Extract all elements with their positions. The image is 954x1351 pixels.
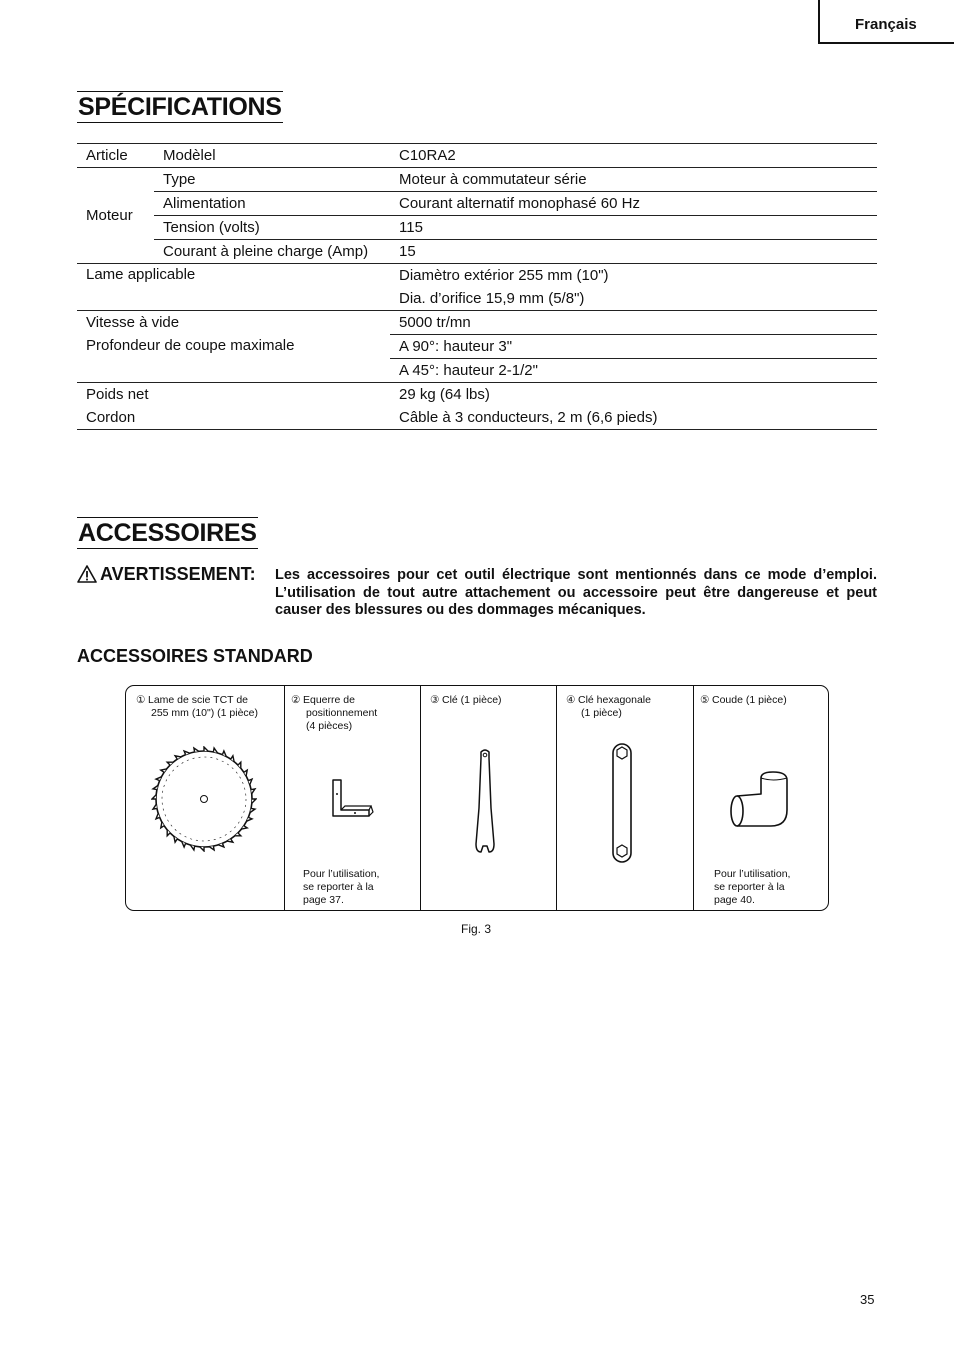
accessory-cell-elbow	[693, 686, 827, 910]
article-label: Article	[77, 144, 154, 168]
vitesse-value: 5000 tr/mn	[390, 311, 877, 335]
moteur-sub: Type	[154, 168, 390, 192]
accessory-caption: ③ Clé (1 pièce)	[430, 694, 502, 706]
table-row	[77, 383, 877, 407]
accessory-caption: ⑤ Coude (1 pièce)	[700, 694, 787, 706]
wrench-icon	[472, 748, 498, 854]
warning-text: Les accessoires pour cet outil électrique sont mentionnés dans ce mode d’emploi. L’utilisation de tout autre attachement ou accessoire peut être dangereuse et peut causer des blessures ou des dommages mécaniques.	[275, 567, 877, 618]
profondeur-label: Profondeur de coupe maximale	[77, 335, 390, 383]
saw-tooth	[204, 747, 208, 751]
moteur-value: 15	[390, 240, 877, 264]
article-sub: Modèlel	[154, 144, 390, 168]
lame-value: Diamètro extérior 255 mm (10")	[399, 267, 609, 284]
poids-label: Poids net	[86, 386, 149, 403]
elbow-icon	[727, 770, 791, 828]
table-row	[77, 168, 877, 192]
saw-tooth	[194, 748, 199, 752]
accessories-title: ACCESSOIRES	[78, 519, 257, 547]
specifications-table	[77, 143, 877, 430]
usage-note: Pour l’utilisation, se reporter à la page 37.	[303, 868, 380, 906]
saw-tooth	[209, 846, 214, 850]
table-row	[77, 335, 877, 359]
moteur-value: 115	[390, 216, 877, 240]
hex-wrench-icon	[610, 742, 634, 864]
language-label: Français	[855, 16, 917, 33]
table-row	[77, 144, 877, 168]
profondeur-value: A 45°: hauteur 2-1/2"	[390, 359, 877, 383]
moteur-label: Moteur	[77, 168, 154, 264]
saw-tooth	[153, 804, 157, 809]
figure-caption: Fig. 3	[461, 922, 492, 936]
standard-accessories-title: ACCESSOIRES STANDARD	[77, 646, 313, 666]
lame-value: Dia. d’orifice 15,9 mm (5/8")	[390, 287, 877, 311]
profondeur-value: A 90°: hauteur 3"	[390, 335, 877, 359]
saw-tooth	[251, 789, 255, 794]
accessory-caption: ④ Clé hexagonale (1 pièce)	[566, 694, 651, 719]
warning-heading	[77, 564, 256, 585]
table-row	[77, 311, 877, 335]
cordon-value: Câble à 3 conducteurs, 2 m (6,6 pieds)	[390, 406, 877, 430]
language-tab	[818, 0, 954, 44]
moteur-value: Courant alternatif monophasé 60 Hz	[390, 192, 877, 216]
accessories-figure	[125, 685, 829, 911]
accessory-cell-hex-wrench	[556, 686, 694, 910]
page-number: 35	[860, 1292, 875, 1307]
vitesse-label: Vitesse à vide	[86, 314, 180, 332]
accessory-cell-wrench	[420, 686, 557, 910]
table-row	[77, 192, 877, 216]
cordon-label: Cordon	[77, 406, 390, 430]
saw-tooth	[152, 795, 156, 799]
moteur-sub: Courant à pleine charge (Amp)	[154, 240, 390, 264]
moteur-sub: Alimentation	[154, 192, 390, 216]
accessory-caption: ① Lame de scie TCT de 255 mm (10") (1 pièce)	[136, 694, 259, 719]
table-row	[77, 216, 877, 240]
table-row	[77, 264, 877, 288]
table-row	[77, 240, 877, 264]
specifications-title: SPÉCIFICATIONS	[78, 93, 282, 121]
warning-triangle-icon	[77, 565, 97, 583]
accessory-caption: ② Equerre de positionnement (4 pièces)	[291, 694, 378, 732]
moteur-value: Moteur à commutateur série	[390, 168, 877, 192]
lame-label: Lame applicable	[77, 264, 390, 311]
article-value: C10RA2	[390, 144, 877, 168]
table-row	[77, 406, 877, 430]
poids-value: 29 kg (64 lbs)	[399, 386, 490, 403]
accessory-cell-bracket	[284, 686, 421, 910]
square-bracket-icon	[331, 778, 375, 820]
saw-tooth	[200, 847, 204, 851]
usage-note: Pour l’utilisation, se reporter à la page 40.	[714, 868, 791, 906]
warning-label: AVERTISSEMENT:	[100, 564, 256, 584]
moteur-sub: Tension (volts)	[154, 216, 390, 240]
saw-tooth	[252, 799, 256, 803]
accessory-cell-blade	[126, 686, 285, 910]
saw-blade-icon	[151, 746, 257, 852]
